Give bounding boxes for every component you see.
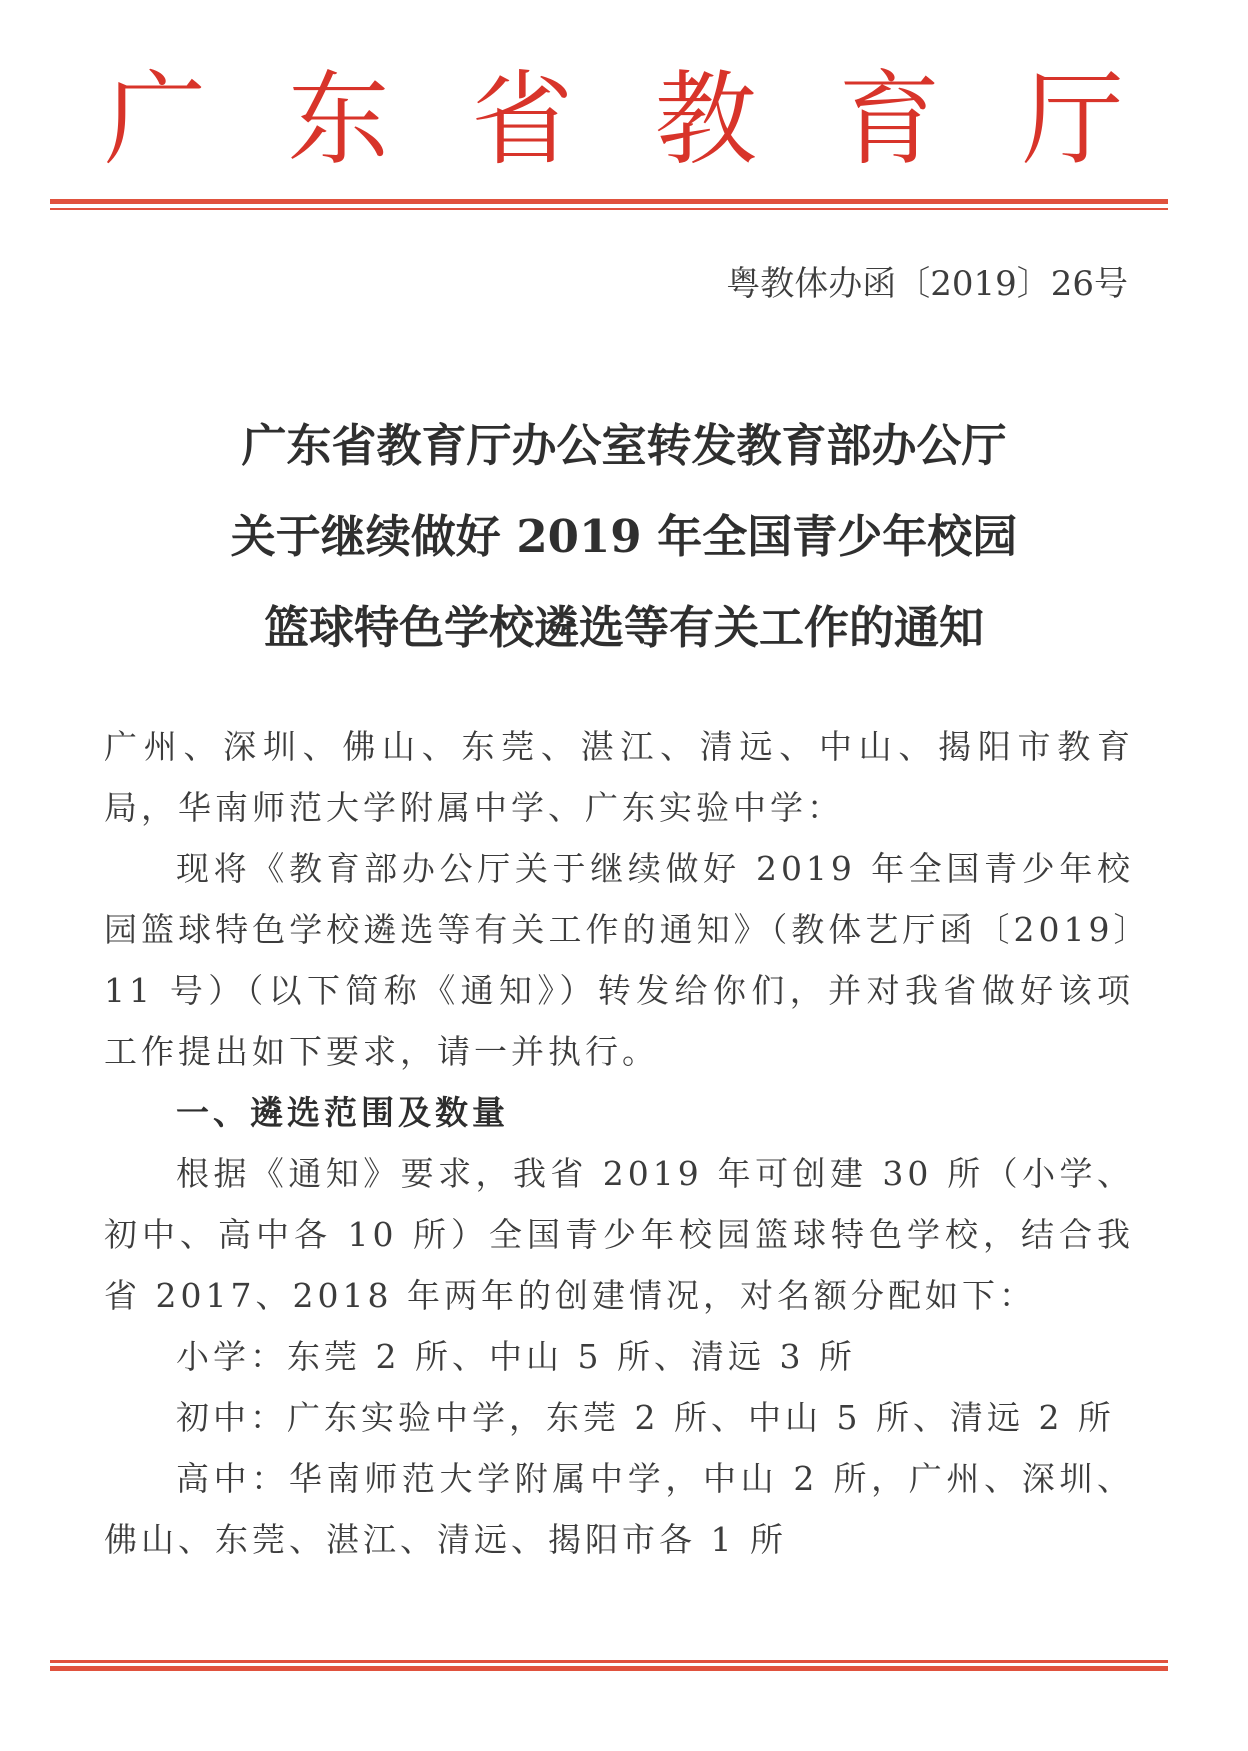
document-title [100, 400, 1148, 673]
section-heading: 一、遴选范围及数量 [176, 1093, 509, 1132]
footer-divider-thin [50, 1660, 1168, 1663]
footer-divider-thick [50, 1666, 1168, 1671]
section-paragraph: 根据《通知》要求，我省 2019 年可创建 30 所（小学、初中、高中各 10 所）全国青少年校园篮球特色学校，结合我省 2017、2018 年两年的创建情况，对名额分配如下： [104, 1154, 1134, 1315]
title-line: 关于继续做好 2019 年全国青少年校园 [230, 510, 1018, 563]
header-char: 东 [287, 61, 390, 180]
intro-paragraph: 现将《教育部办公厅关于继续做好 2019 年全国青少年校园篮球特色学校遴选等有关工作的通知》（教体艺厅函〔2019〕11 号）（以下简称《通知》）转发给你们，并对我省做好该项工作提出如下要求，请一并执行。 [104, 849, 1134, 1071]
quota-primary: 小学：东莞 2 所、中山 5 所、清远 3 所 [176, 1337, 856, 1376]
header-divider-thin [50, 208, 1168, 210]
quota-senior: 高中：华南师范大学附属中学，中山 2 所，广州、深圳、佛山、东莞、湛江、清远、揭阳市各 1 所 [104, 1459, 1134, 1559]
title-line: 广东省教育厅办公室转发教育部办公厅 [241, 419, 1007, 472]
document-body [104, 716, 1134, 1570]
header-divider-thick [50, 199, 1168, 204]
quota-junior: 初中：广东实验中学，东莞 2 所、中山 5 所、清远 2 所 [176, 1398, 1115, 1437]
header-char: 省 [471, 61, 574, 180]
addressee: 广州、深圳、佛山、东莞、湛江、清远、中山、揭阳市教育局，华南师范大学附属中学、广东实验中学： [104, 727, 1134, 827]
header-char: 广 [104, 61, 206, 180]
title-line: 篮球特色学校遴选等有关工作的通知 [263, 601, 984, 654]
document-number: 粤教体办函〔2019〕26号 [726, 264, 1128, 304]
header-char: 育 [838, 61, 941, 180]
header-char: 教 [654, 61, 757, 180]
header-char: 厅 [1021, 61, 1124, 180]
issuer-header [104, 61, 1124, 180]
